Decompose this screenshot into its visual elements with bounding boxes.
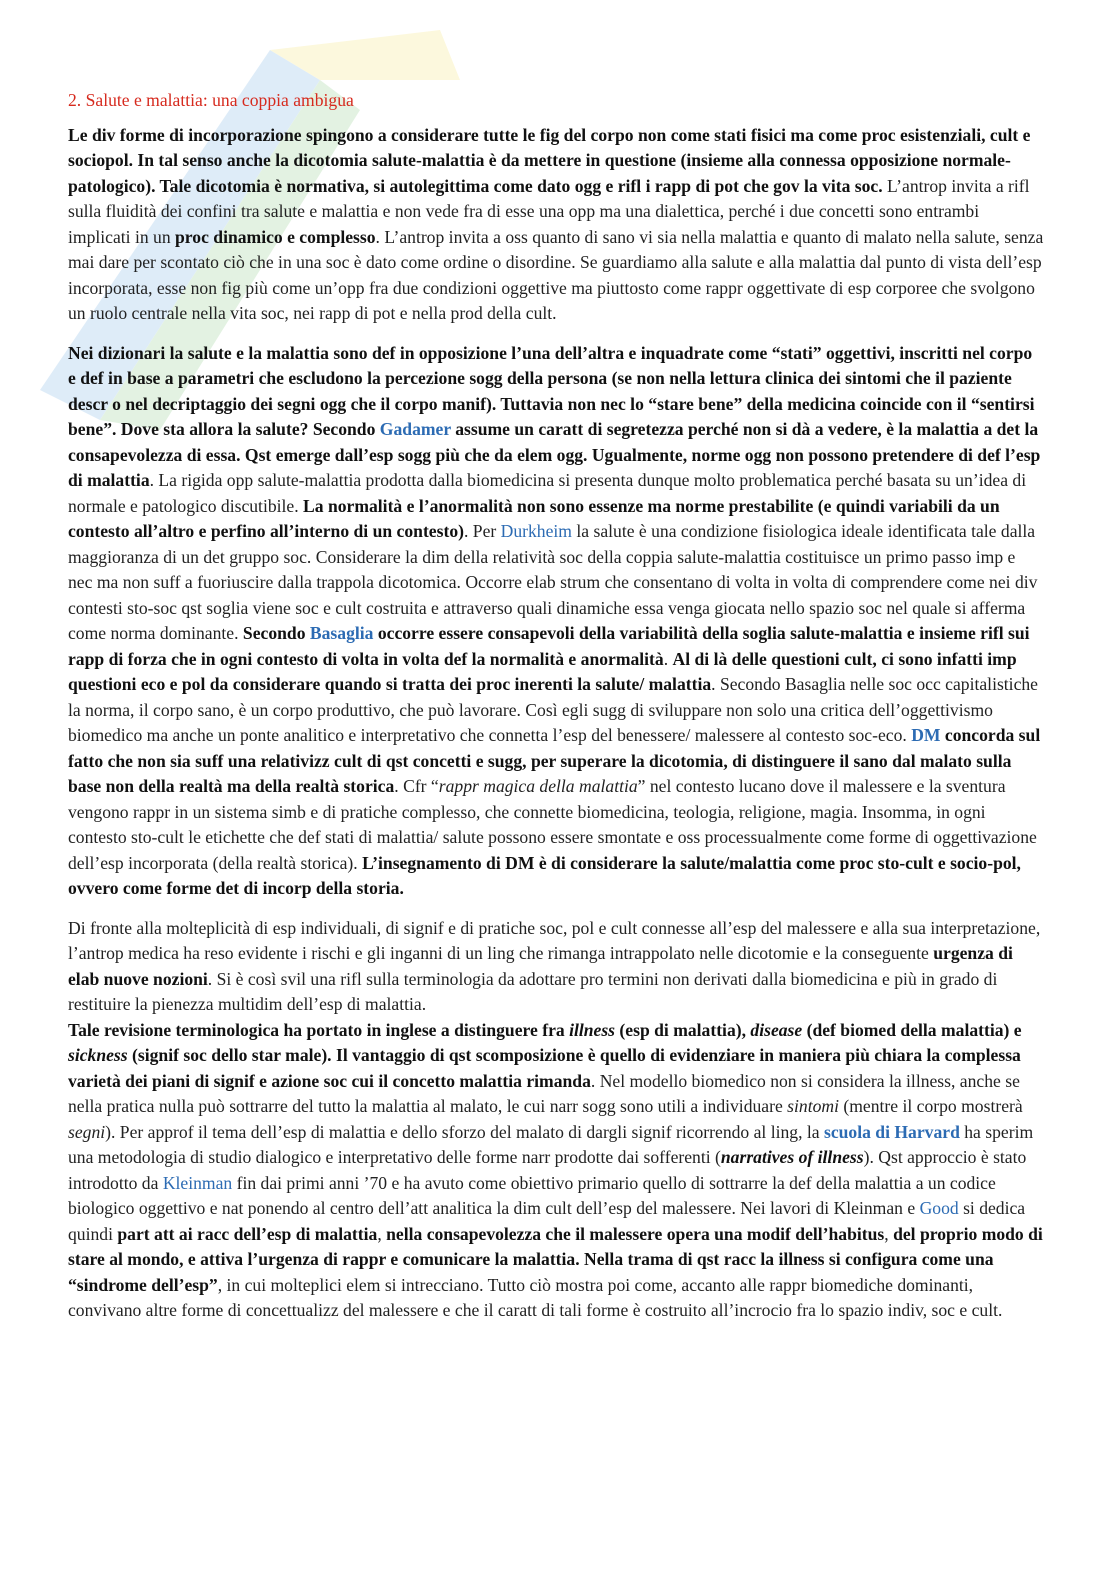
paragraph-2 [68,341,1044,902]
watermark-yellow-shape [270,30,460,80]
p4-bold-7: del proprio modo di stare al mondo, e attiva l’urgenza di rappr e comunicare la malattia. Nella trama di qst racc la illness si configura come una “sindrome dell’esp” [68,1223,1043,1295]
p3-text-2: . Si è così svil una rifl sulla terminologia da adottare pro termini non derivati dalla biomedicina e più in grado di restituire la pienezza multidim dell’esp di malattia. [68,968,998,1014]
p1-text-1: L’antrop invita a rifl sulla fluidità dei confini tra salute e malattia e non vede fra di esse una opp ma una dialettica, perché i due concetti sono entrambi implicati in un [68,175,1030,247]
p4-text-5: ). Qst approccio è stato introdotto da [68,1147,1027,1193]
document-page [68,88,1044,1338]
name-dm: DM [911,725,941,745]
p4-bold-6: nella consapevolezza che il malessere opera una modif dell’habitus [386,1223,885,1244]
p4-text-9: , [884,1223,894,1244]
term-sintomi: sintomi [787,1096,839,1116]
p4-bold-1: Tale revisione terminologica ha portato in inglese a distinguere fra [68,1019,570,1040]
p4-text-4: ha sperim una metodologia di studio dialogico e interpretativo delle forme narr prodotte dai sofferenti ( [68,1121,1034,1167]
p4-bold-2: (esp di malattia), [615,1019,751,1040]
p4-text-10: , in cui molteplici elem si intrecciano. Tutto ciò mostra poi come, accanto alle rappr biomediche dominanti, convivano altre forme di concettualizz del malessere e che il caratt di tali forme è costruito all’incrocio fra lo spazio indiv, soc e cult. [68,1274,1003,1320]
p2-bold-1: Nei dizionari la salute e la malattia sono def in opposizione l’una dell’altra e inquadrate come “stati” oggettivi, inscritti nel corpo e def in base a parametri che escludono la percezione sogg della persona (se non nella lettura clinica dei sintomi che il paziente descr o nel decriptaggio dei segni ogg che il corpo manif). Tuttavia non nec lo “stare bene” della medicina coincide con il “sentirsi bene”. Dove sta allora la salute? Secondo [68,342,1035,439]
p4-bold-4: (signif soc dello star male). Il vantaggio di qst scomposizione è quello di evidenziare in maniera più chiara la complessa varietà dei piani di signif e azione soc cui il concetto malattia rimanda [68,1045,1021,1091]
p2-bold-7: concorda sul fatto che non sia suff una relativizz cult di qst concetti e sugg, per superare la dicotomia, di distinguere il sano dal malato sulla base non della realtà ma della realtà storica [68,725,1041,796]
p1-text-2: . L’antrop invita a oss quanto di sano vi sia nella malattia e quanto di malato nella salute, senza mai dare per scontato ciò che in una soc è dato come ordine o disordine. Se guardiamo alla salute e alla malattia dal punto di vista dell’esp incorporata, esse non fig più come un’opp fra due condizioni oggettive ma piuttosto come rappr oggettivate di esp corporee che svolgono un ruolo centrale nella vita soc, nei rapp di pot e nella prod della cult. [68,226,1044,323]
p4-text-3: ). Per approf il tema dell’esp di malattia e dello sforzo del malato di dargli signif ricorrendo al ling, la [105,1121,824,1142]
name-scuola-harvard: scuola di Harvard [823,1121,960,1142]
p4-bold-3: (def biomed della malattia) e [802,1019,1022,1040]
p2-italic-1: rappr magica della malattia [438,776,638,796]
p4-text-1: . Nel modello biomedico non si considera la illness, anche se nella pratica nulla può sottrarre del tutto la malattia al malato, le cui narr sogg sono utili a individuare [68,1070,1020,1116]
p2-bold-8: L’insegnamento di DM è di considerare la salute/malattia come proc sto-cult e socio-pol, ovvero come forme det di incorp della storia. [68,852,1021,898]
paragraph-3 [68,916,1044,1018]
p4-text-6: fin dai primi anni ’70 e ha avuto come obiettivo primario quello di sottrarre la def della malattia a un codice biologico oggettivo e nat ponendo al centro dell’att analitica la dim cult dell’esp del malessere. Nei lavori di Kleinman e [68,1172,996,1218]
p3-bold-1: urgenza di elab nuove nozioni [68,943,1013,989]
p1-bold-2: proc dinamico e complesso [175,226,376,247]
p2-text-5: . Secondo Basaglia nelle soc occ capitalistiche la norma, il corpo sano, è un corpo produttivo, che può lavorare. Così egli sugg di sviluppare non solo una critica dell’oggettivismo biomedico ma anche un ponte analitico e interpretativo che connetta l’esp del benessere/ malessere al contesto soc-eco. [68,674,1038,745]
p4-text-7: si dedica quindi [68,1198,1026,1244]
p4-text-8: , [377,1223,387,1244]
p2-bold-4: Secondo [242,623,310,643]
p4-text-2: (mentre il corpo mostrerà [838,1096,1023,1116]
term-narratives-of-illness: narratives of illness [720,1147,864,1167]
p3-text-1: Di fronte alla molteplicità di esp individuali, di signif e di pratiche soc, pol e cult connesse all’esp del malessere e alla sua interpretazione, l’antrop medica ha reso evidente i rischi e gli inganni di un ling che rimanga intrappolato nelle dicotomie e la conseguente [68,917,1041,963]
name-gadamer: Gadamer [379,419,451,439]
p2-text-2: . Per [463,521,501,541]
p2-bold-6: Al di là delle questioni cult, ci sono infatti imp questioni eco e pol da considerare quando si tratta dei proc inerenti la salute/ malattia [68,648,1017,694]
paragraph-4 [68,1018,1044,1324]
name-basaglia: Basaglia [309,623,374,643]
term-illness: illness [569,1019,616,1040]
section-title: 2. Salute e malattia: una coppia ambigua [68,90,354,110]
p1-bold-1: Le div forme di incorporazione spingono a considerare tutte le fig del corpo non come stati fisici ma come proc esistenziali, cult e sociopol. In tal senso anche la dicotomia salute-malattia è da mettere in questione (insieme alla connessa opposizione normale-patologico). Tale dicotomia è normativa, si autolegittima come dato ogg e rifl i rapp di pot che gov la vita soc. [68,124,1031,196]
p2-text-3: la salute è una condizione fisiologica ideale identificata tale dalla maggioranza di un det gruppo soc. Considerare la dim della relatività soc della coppia salute-malattia costituisce un primo passo imp e nec ma non suff a fuoriuscire dalla trappola dicotomica. Occorre elab strum che consentano di volta in volta di comprendere come nei div contesti sto-soc qst soglia viene soc e cult costruita e attraverso quali dinamiche essa venga giocata nello spazio soc nel quale si afferma come norma dominante. [68,521,1038,643]
p2-text-1: . La rigida opp salute-malattia prodotta dalla biomedicina si presenta dunque molto problematica perché basata su un’idea di normale e patologico discutibile. [68,470,1027,516]
p2-bold-2: assume un caratt di segretezza perché non si dà a vedere, è la malattia a det la consapevolezza di essa. Qst emerge dall’esp sogg più che da elem ogg. Ugualmente, norme ogg non possono pretendere di def l’esp di malattia [68,419,1041,490]
term-segni: segni [68,1121,106,1142]
term-disease: disease [750,1019,803,1040]
paragraph-1 [68,123,1044,327]
name-kleinman: Kleinman [162,1172,233,1193]
p2-bold-3: La normalità e l’anormalità non sono essenze ma norme prestabilite (e quindi variabili da un contesto all’altro e perfino all’interno di un contesto) [68,495,1000,541]
name-good: Good [919,1198,959,1218]
p2-bold-5: occorre essere consapevoli della variabilità della soglia salute-malattia e insieme rifl sui rapp di forza che in ogni contesto di volta in volta def la normalità e anormalità [68,623,1030,669]
p4-bold-5: part att ai racc dell’esp di malattia [117,1223,378,1244]
p2-text-4: . [663,648,673,669]
p2-text-6: . Cfr “ [394,776,439,796]
term-sickness: sickness [68,1045,128,1065]
name-durkheim: Durkheim [500,521,572,541]
p2-text-7: ” nel contesto lucano dove il malessere e la sventura vengono rappr in un sistema simb e di pratiche complesso, che connette biomedicina, teologia, religione, magia. Insomma, in ogni contesto sto-cult le etichette che def stati di malattia/ salute possono essere smontate e oss processualmente come forme di oggettivazione dell’esp incorporata (della realtà storica). [68,776,1037,873]
